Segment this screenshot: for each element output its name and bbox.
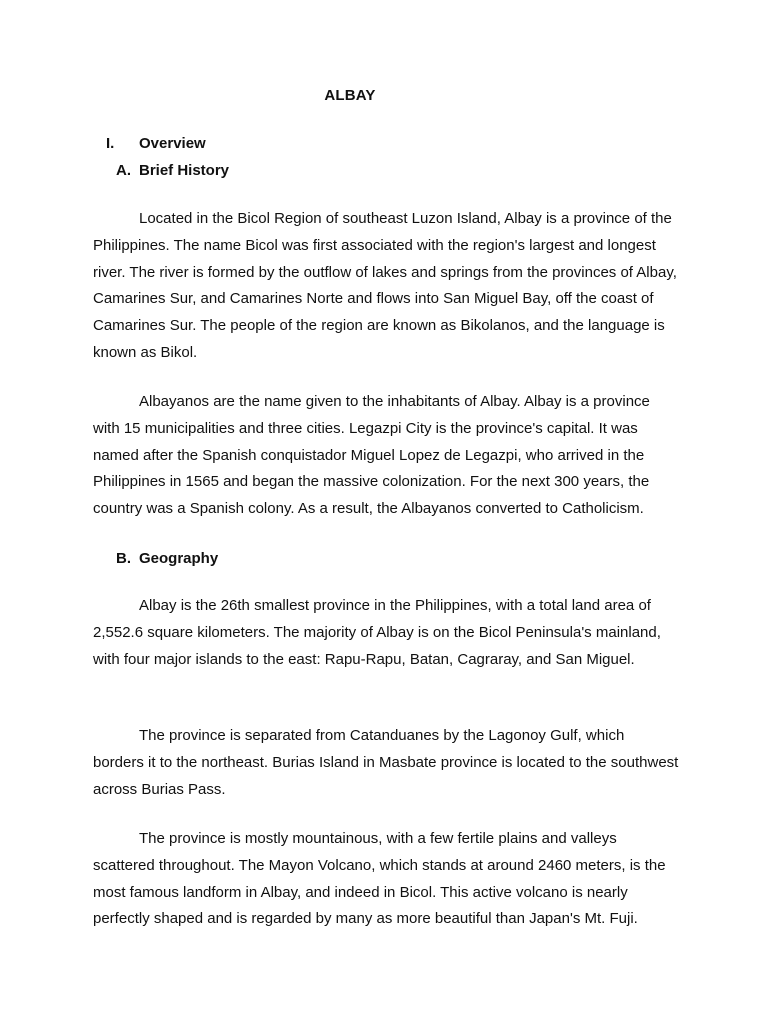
subsection-letter: A. <box>116 162 131 179</box>
subsection-letter: B. <box>116 550 131 567</box>
section-numeral: I. <box>106 135 115 152</box>
section-title: Overview <box>139 135 206 152</box>
subsection-title: Brief History <box>139 162 230 179</box>
paragraph-geography-2: The province is separated from Catanduanes by the Lagonoy Gulf, which borders it to the northeast. Burias Island in Masbate province is located to the southwest across Burias Pass. <box>93 727 679 798</box>
paragraph-geography-1: Albay is the 26th smallest province in the Philippines, with a total land area of 2,552.6 square kilometers. The majority of Albay is on the Bicol Peninsula's mainland, with four major islands to the east: Rapu-Rapu, Batan, Cagraray, and San Miguel. <box>93 597 661 668</box>
paragraph-history-2: Albayanos are the name given to the inhabitants of Albay. Albay is a province with 15 municipalities and three cities. Legazpi City is the province's capital. It was named after the Spanish conquistador Miguel Lopez de Legazpi, who arrived in the Philippines in 1565 and began the massive colonization. For the next 300 years, the country was a Spanish colony. As a result, the Albayanos converted to Catholicism. <box>93 393 650 518</box>
paragraph-geography-3: The province is mostly mountainous, with a few fertile plains and valleys scattered throughout. The Mayon Volcano, which stands at around 2460 meters, is the most famous landform in Albay, and indeed in Bicol. This active volcano is nearly perfectly shaped and is regarded by many as more beautiful than Japan's Mt. Fuji. <box>93 830 666 928</box>
document-title: ALBAY <box>324 87 376 104</box>
subsection-title: Geography <box>139 550 219 567</box>
paragraph-history-1: Located in the Bicol Region of southeast Luzon Island, Albay is a province of the Philippines. The name Bicol was first associated with the region's largest and longest river. The river is formed by the outflow of lakes and springs from the provinces of Albay, Camarines Sur, and Camarines Norte and flows into San Miguel Bay, off the coast of Camarines Sur. The people of the region are known as Bikolanos, and the language is known as Bikol. <box>93 210 677 361</box>
